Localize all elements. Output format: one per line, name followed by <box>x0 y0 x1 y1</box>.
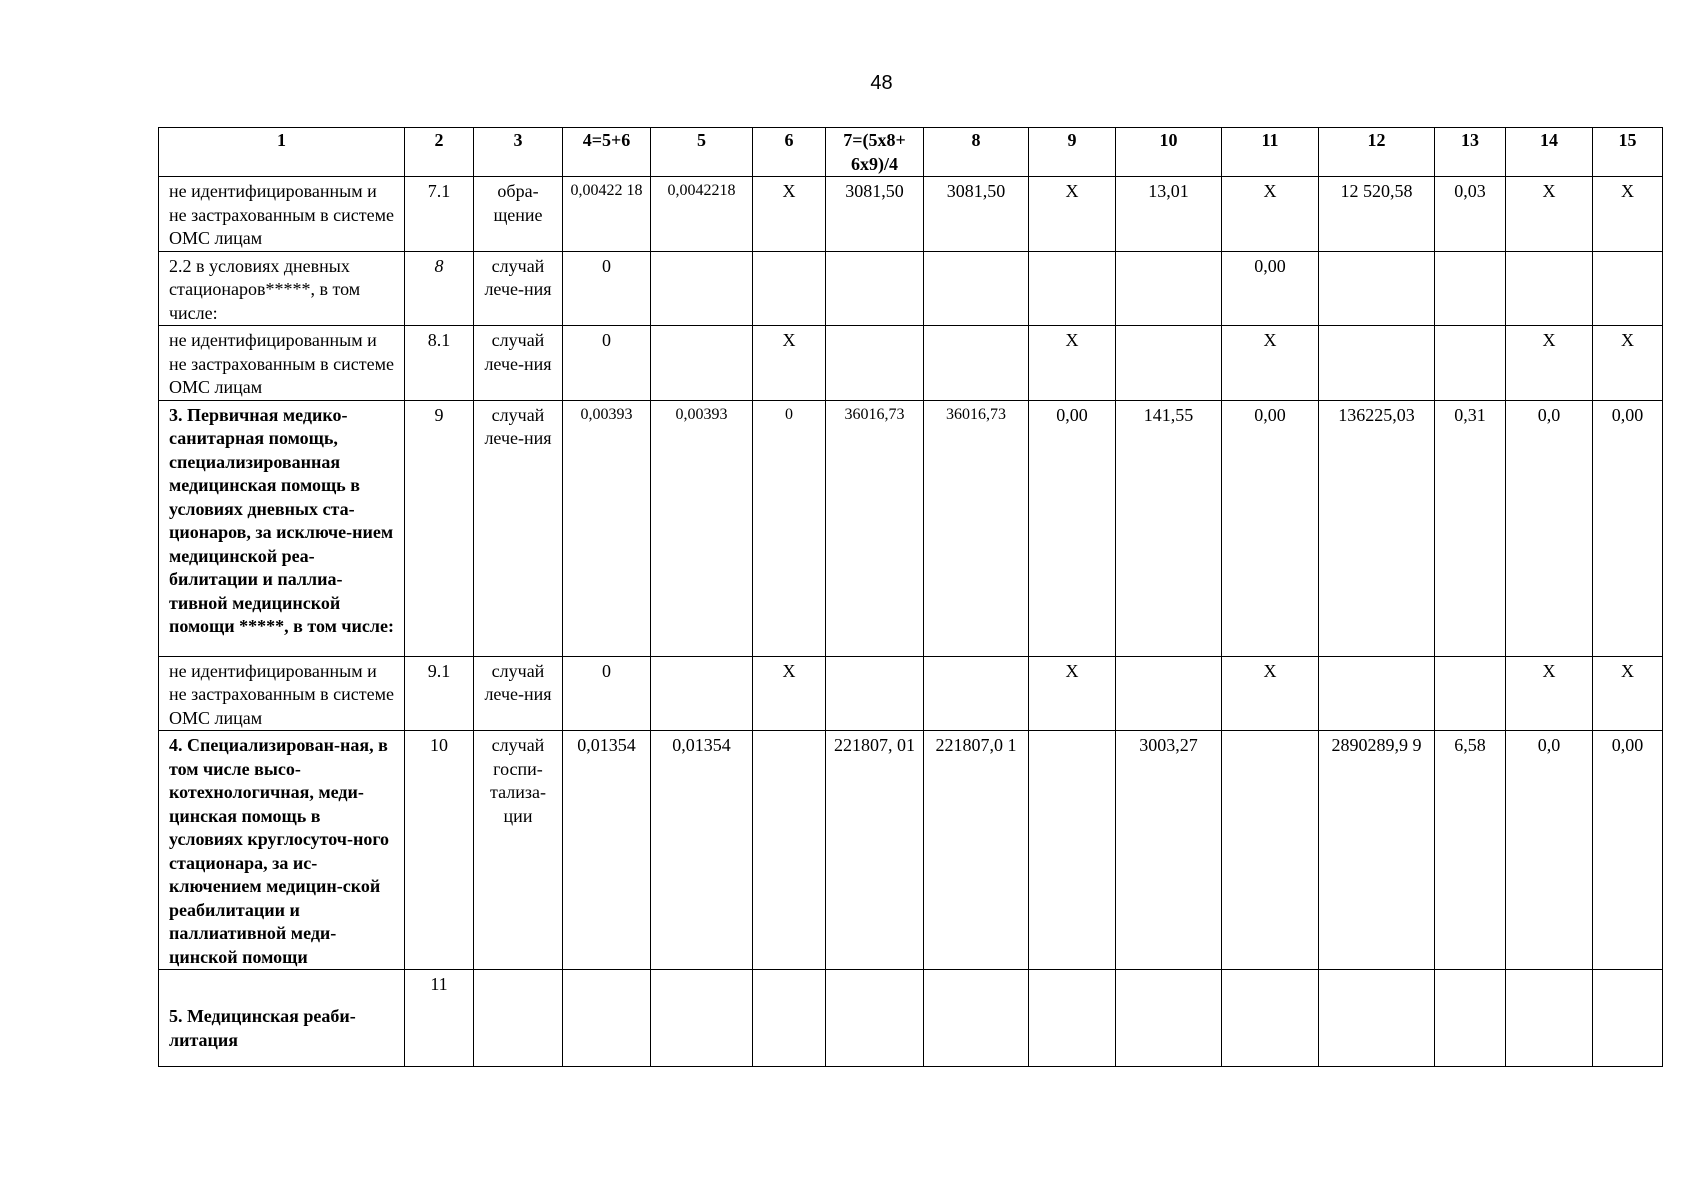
row-label: 4. Специализирован-ная, в том числе высо-котехнологичная, меди-цинская помощь в условиях круглосуточ-ного стационара, за ис-ключением медицин-ской реабилитации и паллиативной меди-цинской помощи <box>159 731 405 970</box>
table-cell <box>1222 970 1319 1067</box>
table-cell: Х <box>753 177 826 252</box>
table-cell <box>563 970 651 1067</box>
table-cell <box>924 326 1029 401</box>
table-cell <box>1506 251 1593 326</box>
table-cell: Х <box>1506 177 1593 252</box>
table-cell: 0,00 <box>1593 731 1663 970</box>
row-number: 10 <box>405 731 474 970</box>
table-cell <box>924 970 1029 1067</box>
table-cell: Х <box>753 656 826 731</box>
table-cell <box>1116 251 1222 326</box>
table-row <box>159 970 1663 1067</box>
table-cell: 0,0042218 <box>651 177 753 252</box>
table-cell: Х <box>1506 656 1593 731</box>
table-cell: 0,01354 <box>651 731 753 970</box>
table-cell: 0,0 <box>1506 731 1593 970</box>
row-label: не идентифицированным и не застрахованным в системе ОМС лицам <box>159 656 405 731</box>
table-row <box>159 400 1663 656</box>
row-number: 11 <box>405 970 474 1067</box>
table-cell: 0,00422 18 <box>563 177 651 252</box>
table-cell: 221807, 01 <box>826 731 924 970</box>
table-cell: 0,00393 <box>563 400 651 656</box>
unit-cell: случай лече-ния <box>474 251 563 326</box>
table-cell <box>1593 970 1663 1067</box>
unit-cell: случай лече-ния <box>474 656 563 731</box>
table-cell <box>924 656 1029 731</box>
table-cell: 36016,73 <box>826 400 924 656</box>
table-cell <box>1319 326 1435 401</box>
table-cell: Х <box>1593 326 1663 401</box>
header-cell: 7=(5х8+ 6х9)/4 <box>826 128 924 177</box>
table-cell: 0,01354 <box>563 731 651 970</box>
table-cell <box>753 731 826 970</box>
header-cell: 8 <box>924 128 1029 177</box>
row-number: 9.1 <box>405 656 474 731</box>
unit-cell: обра-щение <box>474 177 563 252</box>
table-cell <box>826 970 924 1067</box>
table-cell <box>1435 656 1506 731</box>
table-row <box>159 251 1663 326</box>
table-cell: 36016,73 <box>924 400 1029 656</box>
header-cell: 1 <box>159 128 405 177</box>
header-row <box>159 128 1663 177</box>
table-cell <box>1319 251 1435 326</box>
header-cell: 11 <box>1222 128 1319 177</box>
table-cell: Х <box>753 326 826 401</box>
table-cell <box>1319 970 1435 1067</box>
table-cell: 0 <box>753 400 826 656</box>
unit-cell: случай лече-ния <box>474 400 563 656</box>
table-cell <box>753 970 826 1067</box>
table-cell: 12 520,58 <box>1319 177 1435 252</box>
table-cell: 6,58 <box>1435 731 1506 970</box>
table-cell: 0,00 <box>1222 251 1319 326</box>
table-cell <box>651 656 753 731</box>
table-cell: 0,00 <box>1029 400 1116 656</box>
table-cell <box>651 970 753 1067</box>
header-cell: 13 <box>1435 128 1506 177</box>
table-cell: Х <box>1593 177 1663 252</box>
row-label: 3. Первичная медико-санитарная помощь, специализированная медицинская помощь в условиях дневных ста-ционаров, за исключе-нием медицинской реа-билитации и паллиа-тивной медицинской помощи *****, в том числе: <box>159 400 405 656</box>
table-cell <box>1116 656 1222 731</box>
table-cell <box>1319 656 1435 731</box>
table-row <box>159 731 1663 970</box>
row-number: 8 <box>405 251 474 326</box>
row-label: не идентифицированным и не застрахованным в системе ОМС лицам <box>159 177 405 252</box>
row-number: 7.1 <box>405 177 474 252</box>
row-label-cell <box>159 970 405 1067</box>
table-cell: 3003,27 <box>1116 731 1222 970</box>
row-number: 8.1 <box>405 326 474 401</box>
header-cell: 6 <box>753 128 826 177</box>
table-row <box>159 656 1663 731</box>
row-label: 2.2 в условиях дневных стационаров*****, в том числе: <box>159 251 405 326</box>
header-cell: 2 <box>405 128 474 177</box>
table-cell <box>753 251 826 326</box>
table-row <box>159 326 1663 401</box>
table-cell: 141,55 <box>1116 400 1222 656</box>
table-cell <box>1222 731 1319 970</box>
table-cell <box>1029 731 1116 970</box>
table-cell: Х <box>1029 326 1116 401</box>
table-cell: 0,03 <box>1435 177 1506 252</box>
header-cell: 14 <box>1506 128 1593 177</box>
table-cell: 0,00 <box>1222 400 1319 656</box>
page-number: 48 <box>870 72 893 94</box>
table-cell <box>826 326 924 401</box>
unit-cell <box>474 970 563 1067</box>
table-cell: 0,00 <box>1593 400 1663 656</box>
table-cell <box>1593 251 1663 326</box>
table-cell: 2890289,9 9 <box>1319 731 1435 970</box>
table-cell: Х <box>1222 326 1319 401</box>
unit-cell: случай госпи-тализа-ции <box>474 731 563 970</box>
table-cell <box>1116 970 1222 1067</box>
table-cell <box>1029 251 1116 326</box>
table-cell <box>1506 970 1593 1067</box>
table-cell: 0 <box>563 326 651 401</box>
table-cell <box>826 251 924 326</box>
table-cell: 3081,50 <box>924 177 1029 252</box>
table-cell: 221807,0 1 <box>924 731 1029 970</box>
header-cell: 3 <box>474 128 563 177</box>
table-cell: 0 <box>563 251 651 326</box>
header-cell: 4=5+6 <box>563 128 651 177</box>
table-cell: Х <box>1593 656 1663 731</box>
header-cell: 10 <box>1116 128 1222 177</box>
table-cell <box>651 326 753 401</box>
header-cell: 9 <box>1029 128 1116 177</box>
table-cell: 3081,50 <box>826 177 924 252</box>
table-cell: Х <box>1029 177 1116 252</box>
header-cell: 15 <box>1593 128 1663 177</box>
table-cell <box>1116 326 1222 401</box>
table-cell: 0,31 <box>1435 400 1506 656</box>
table-cell <box>1435 251 1506 326</box>
unit-cell: случай лече-ния <box>474 326 563 401</box>
table-cell: 0,00393 <box>651 400 753 656</box>
table-cell <box>1435 326 1506 401</box>
data-table <box>158 127 1663 1067</box>
table-cell: Х <box>1222 656 1319 731</box>
table-cell <box>1029 970 1116 1067</box>
table-cell: 136225,03 <box>1319 400 1435 656</box>
table-cell: 0 <box>563 656 651 731</box>
table-cell: Х <box>1506 326 1593 401</box>
table-cell: 0,0 <box>1506 400 1593 656</box>
table-cell: Х <box>1029 656 1116 731</box>
table-cell: Х <box>1222 177 1319 252</box>
row-number: 9 <box>405 400 474 656</box>
table-cell <box>826 656 924 731</box>
table-cell <box>651 251 753 326</box>
header-cell: 12 <box>1319 128 1435 177</box>
table-cell <box>1435 970 1506 1067</box>
header-cell: 5 <box>651 128 753 177</box>
row-label: не идентифицированным и не застрахованным в системе ОМС лицам <box>159 326 405 401</box>
table-row <box>159 177 1663 252</box>
table-cell: 13,01 <box>1116 177 1222 252</box>
row-label: 5. Медицинская реаби-литация <box>169 1006 356 1050</box>
table-cell <box>924 251 1029 326</box>
